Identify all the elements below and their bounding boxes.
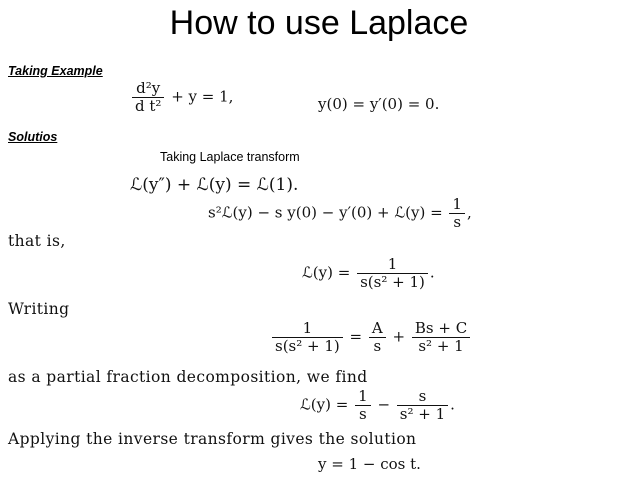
pf-a-fraction (369, 320, 386, 355)
result-numerator-1: 1 (355, 388, 371, 406)
ode-equation (130, 80, 233, 115)
ode-derivative-fraction (132, 80, 164, 115)
page-title: How to use Laplace (169, 4, 469, 42)
ly-denominator: s(s² + 1) (360, 273, 425, 291)
partial-fraction-text: as a partial fraction decomposition, we find (8, 368, 368, 386)
ly-end: . (429, 263, 435, 282)
ode-derivative-numerator: d²y (132, 80, 164, 98)
result-equation (300, 388, 455, 423)
writing-text: Writing (8, 300, 70, 318)
result-lhs: ℒ(y) = (300, 395, 349, 414)
ly-fraction (357, 256, 428, 291)
result-denominator-1: s (359, 405, 367, 423)
applying-inverse-text: Applying the inverse transform gives the solution (8, 430, 417, 448)
pf-plus: + (392, 327, 406, 346)
ly-equation (302, 256, 435, 291)
initial-conditions: y(0) = y′(0) = 0. (318, 95, 440, 113)
expanded-fraction (449, 196, 465, 231)
result-end: . (450, 395, 455, 414)
pf-a-numerator: A (369, 320, 386, 338)
expanded-denominator: s (453, 213, 462, 231)
pf-a-denominator: s (373, 337, 382, 355)
final-solution: y = 1 − cos t. (318, 455, 421, 473)
pf-b-fraction (412, 320, 470, 355)
result-denominator-2: s² + 1 (399, 405, 446, 423)
ly-numerator: 1 (357, 256, 428, 274)
transform-equation: ℒ(y″) + ℒ(y) = ℒ(1). (130, 175, 299, 195)
result-minus: − (377, 395, 391, 414)
pf-lhs-fraction (272, 320, 343, 355)
expanded-numerator: 1 (449, 196, 465, 214)
pf-lhs-numerator: 1 (272, 320, 343, 338)
expanded-lhs: s²ℒ(y) − s y(0) − y′(0) + ℒ(y) = (208, 203, 443, 222)
expanded-equation (208, 196, 472, 231)
partial-fraction-equation (270, 320, 472, 355)
pf-b-denominator: s² + 1 (418, 337, 464, 355)
result-fraction-1 (355, 388, 371, 423)
ly-lhs: ℒ(y) = (302, 263, 351, 282)
pf-b-numerator: Bs + C (412, 320, 470, 338)
laplace-transform-heading: Taking Laplace transform (160, 150, 300, 164)
expanded-end: , (466, 203, 472, 222)
pf-equals: = (349, 327, 363, 346)
taking-example-label: Taking Example (8, 64, 103, 78)
that-is-text: that is, (8, 232, 66, 250)
ode-derivative-denominator: d t² (135, 97, 162, 115)
pf-lhs-denominator: s(s² + 1) (275, 337, 340, 355)
result-numerator-2: s (397, 388, 448, 406)
result-fraction-2 (397, 388, 448, 423)
ode-rest: + y = 1, (171, 87, 234, 106)
solution-label: Solutios (8, 130, 58, 144)
